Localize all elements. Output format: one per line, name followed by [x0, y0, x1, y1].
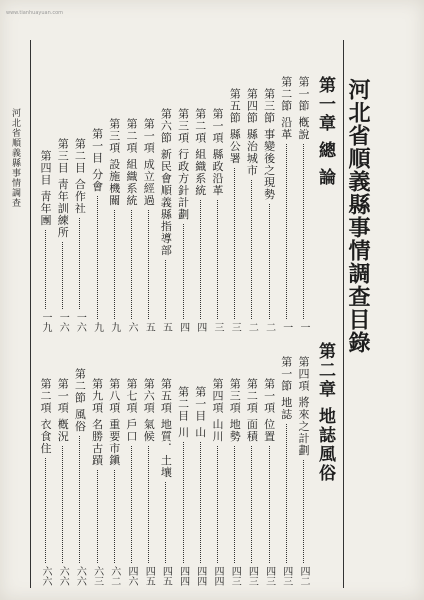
toc-leader-dots: [79, 436, 80, 564]
toc-leader-dots: [217, 200, 218, 320]
toc-entry: [143, 378, 154, 586]
toc-leader-dots: [269, 446, 270, 564]
toc-leader-dots: [217, 446, 218, 564]
watermark-text: www.tianhuayuan.com: [6, 10, 64, 16]
toc-leader-dots: [45, 458, 46, 564]
footer-title: 河北省順義縣事情調查: [10, 108, 20, 208]
toc-leader-dots: [286, 144, 287, 320]
toc-entry-page: 四五: [143, 566, 155, 586]
toc-entry-page: 六三: [91, 566, 103, 586]
toc-entry-label: 第二節 風俗: [73, 368, 87, 433]
toc-entry: [143, 118, 154, 332]
toc-entry: [40, 378, 51, 586]
toc-leader-dots: [97, 470, 98, 564]
toc-entry-label: 第二節 沿革: [279, 76, 293, 141]
toc-entry-label: 第一項 槪況: [56, 378, 70, 443]
toc-entry-page: 五: [143, 322, 155, 332]
toc-entry-label: 第四節 縣治城市: [245, 88, 259, 177]
chapter-1-heading: 第一章 總 論: [315, 76, 335, 187]
toc-leader-dots: [148, 446, 149, 564]
toc-leader-dots: [251, 446, 252, 564]
toc-entry: [160, 108, 171, 332]
toc-entry: [246, 378, 257, 586]
toc-entry-label: 第一項 位置: [262, 378, 276, 443]
toc-leader-dots: [303, 144, 304, 320]
toc-leader-dots: [148, 210, 149, 320]
toc-entry-label: 第三項 設施機關: [107, 118, 121, 207]
toc-entry-label: 第四項 將來之計劃: [297, 356, 310, 457]
toc-entry-page: 六六: [57, 566, 69, 586]
toc-entry-page: 一: [280, 322, 292, 332]
toc-entry-page: 一六: [74, 312, 86, 332]
toc-entry: [92, 128, 103, 332]
toc-entry-page: 五: [160, 322, 172, 332]
toc-entry: [109, 378, 120, 586]
toc-entry: [195, 386, 206, 586]
toc-leader-dots: [183, 442, 184, 564]
toc-leader-dots: [114, 470, 115, 564]
toc-entry-label: 第二目 合作社: [73, 138, 87, 215]
toc-leader-dots: [131, 210, 132, 320]
left-rule: [30, 40, 31, 588]
toc-entry: [178, 386, 189, 586]
toc-entry-page: 二: [263, 322, 275, 332]
toc-entry: [92, 378, 103, 586]
toc-entry-page: 九: [91, 322, 103, 332]
toc-entry: [74, 138, 85, 332]
toc-entry-page: 四二: [298, 566, 309, 586]
toc-entry-page: 一九: [40, 312, 51, 332]
toc-entry-label: 第六項 氣候: [142, 378, 156, 443]
toc-entry: [298, 76, 309, 332]
toc-entry-page: 四四: [194, 566, 206, 586]
toc-entry-page: 六: [126, 322, 137, 332]
toc-entry-label: 第五項 地質．土壤: [159, 378, 173, 479]
toc-entry-label: 第二項 組織系統: [193, 108, 207, 197]
toc-entry: [281, 356, 292, 586]
right-rule: [343, 40, 344, 588]
toc-entry: [264, 378, 275, 586]
toc-entry: [126, 118, 137, 332]
toc-entry-label: 第一節 槪說: [297, 76, 310, 141]
toc-leader-dots: [165, 260, 166, 320]
toc-entry-page: 六六: [40, 566, 51, 586]
toc-entry: [40, 150, 51, 332]
toc-entry-label: 第一節 地誌: [279, 356, 293, 421]
toc-leader-dots: [251, 180, 252, 320]
toc-entry: [264, 88, 275, 332]
toc-entry-label: 第二目 川: [176, 386, 190, 439]
toc-entry-page: 四六: [126, 566, 137, 586]
toc-entry: [229, 88, 240, 332]
toc-entry-page: 四五: [160, 566, 172, 586]
toc-entry-page: 四三: [280, 566, 292, 586]
toc-entry: [246, 88, 257, 332]
toc-leader-dots: [286, 424, 287, 564]
toc-entry-page: 四: [177, 322, 189, 332]
toc-entry: [57, 378, 68, 586]
toc-entry: [126, 378, 137, 586]
toc-entry-label: 第三項 行政方針計劃: [176, 108, 190, 221]
toc-entry-label: 第四項 山川: [211, 378, 224, 443]
toc-entry-page: 四三: [246, 566, 258, 586]
toc-entry-label: 第三節 事變後之現勢: [262, 88, 276, 201]
toc-entry: [57, 138, 68, 332]
toc-leader-dots: [303, 460, 304, 564]
toc-entry: [212, 108, 223, 332]
toc-leader-dots: [200, 442, 201, 564]
toc-entry-page: 一: [298, 322, 309, 332]
toc-entry-label: 第八項 重要市鎭: [107, 378, 121, 467]
toc-entry-page: 四四: [177, 566, 189, 586]
toc-entry-label: 第一項 縣政沿革: [211, 108, 224, 197]
toc-entry-label: 第三項 地勢: [228, 378, 242, 443]
toc-entry: [178, 108, 189, 332]
toc-entry: [74, 368, 85, 586]
toc-leader-dots: [131, 446, 132, 564]
toc-entry: [281, 76, 292, 332]
toc-entry-label: 第一目 分會: [90, 128, 104, 193]
document-title: 河北省順義縣事情調查目錄: [345, 78, 371, 354]
toc-entry-label: 第七項 戶口: [125, 378, 138, 443]
toc-entry-label: 第二項 組織系統: [125, 118, 138, 207]
toc-leader-dots: [45, 230, 46, 310]
toc-entry-label: 第四目 靑年團: [39, 150, 52, 227]
toc-leader-dots: [165, 482, 166, 564]
toc-leader-dots: [79, 218, 80, 310]
chapter-2-heading: 第二章 地誌風俗: [315, 342, 335, 483]
toc-leader-dots: [183, 224, 184, 320]
toc-entry: [229, 378, 240, 586]
toc-entry: [195, 108, 206, 332]
toc-entry-page: 九: [108, 322, 120, 332]
toc-entry-page: 一六: [57, 312, 69, 332]
toc-entry-page: 四三: [263, 566, 275, 586]
toc-entry: [109, 118, 120, 332]
toc-leader-dots: [114, 210, 115, 320]
toc-entry-label: 第一項 成立經過: [142, 118, 156, 207]
toc-entry-page: 三: [229, 322, 241, 332]
toc-entry-page: 四: [194, 322, 206, 332]
toc-entry-page: 二: [246, 322, 258, 332]
toc-entry: [298, 356, 309, 586]
toc-entry-label: 第二項 面積: [245, 378, 259, 443]
toc-leader-dots: [62, 242, 63, 310]
toc-entry: [212, 378, 223, 586]
toc-entry-label: 第三目 靑年訓練所: [56, 138, 70, 239]
toc-entry-page: 三: [212, 322, 223, 332]
toc-leader-dots: [62, 446, 63, 564]
toc-entry-label: 第六節 新民會順義縣指導部: [159, 108, 173, 257]
toc-leader-dots: [269, 204, 270, 320]
toc-entry-label: 第九項 名勝古蹟: [90, 378, 104, 467]
toc-entry-label: 第一目 山: [193, 386, 207, 439]
toc-entry-page: 六二: [108, 566, 120, 586]
toc-entry-page: 四四: [212, 566, 223, 586]
toc-entry-label: 第五節 縣公署: [228, 88, 242, 165]
toc-entry-label: 第二項 衣食住: [39, 378, 52, 455]
toc-leader-dots: [97, 196, 98, 320]
toc-leader-dots: [234, 446, 235, 564]
toc-entry-page: 六六: [74, 566, 86, 586]
toc-entry-page: 四三: [229, 566, 241, 586]
toc-leader-dots: [200, 200, 201, 320]
toc-entry: [160, 378, 171, 586]
toc-leader-dots: [234, 168, 235, 320]
